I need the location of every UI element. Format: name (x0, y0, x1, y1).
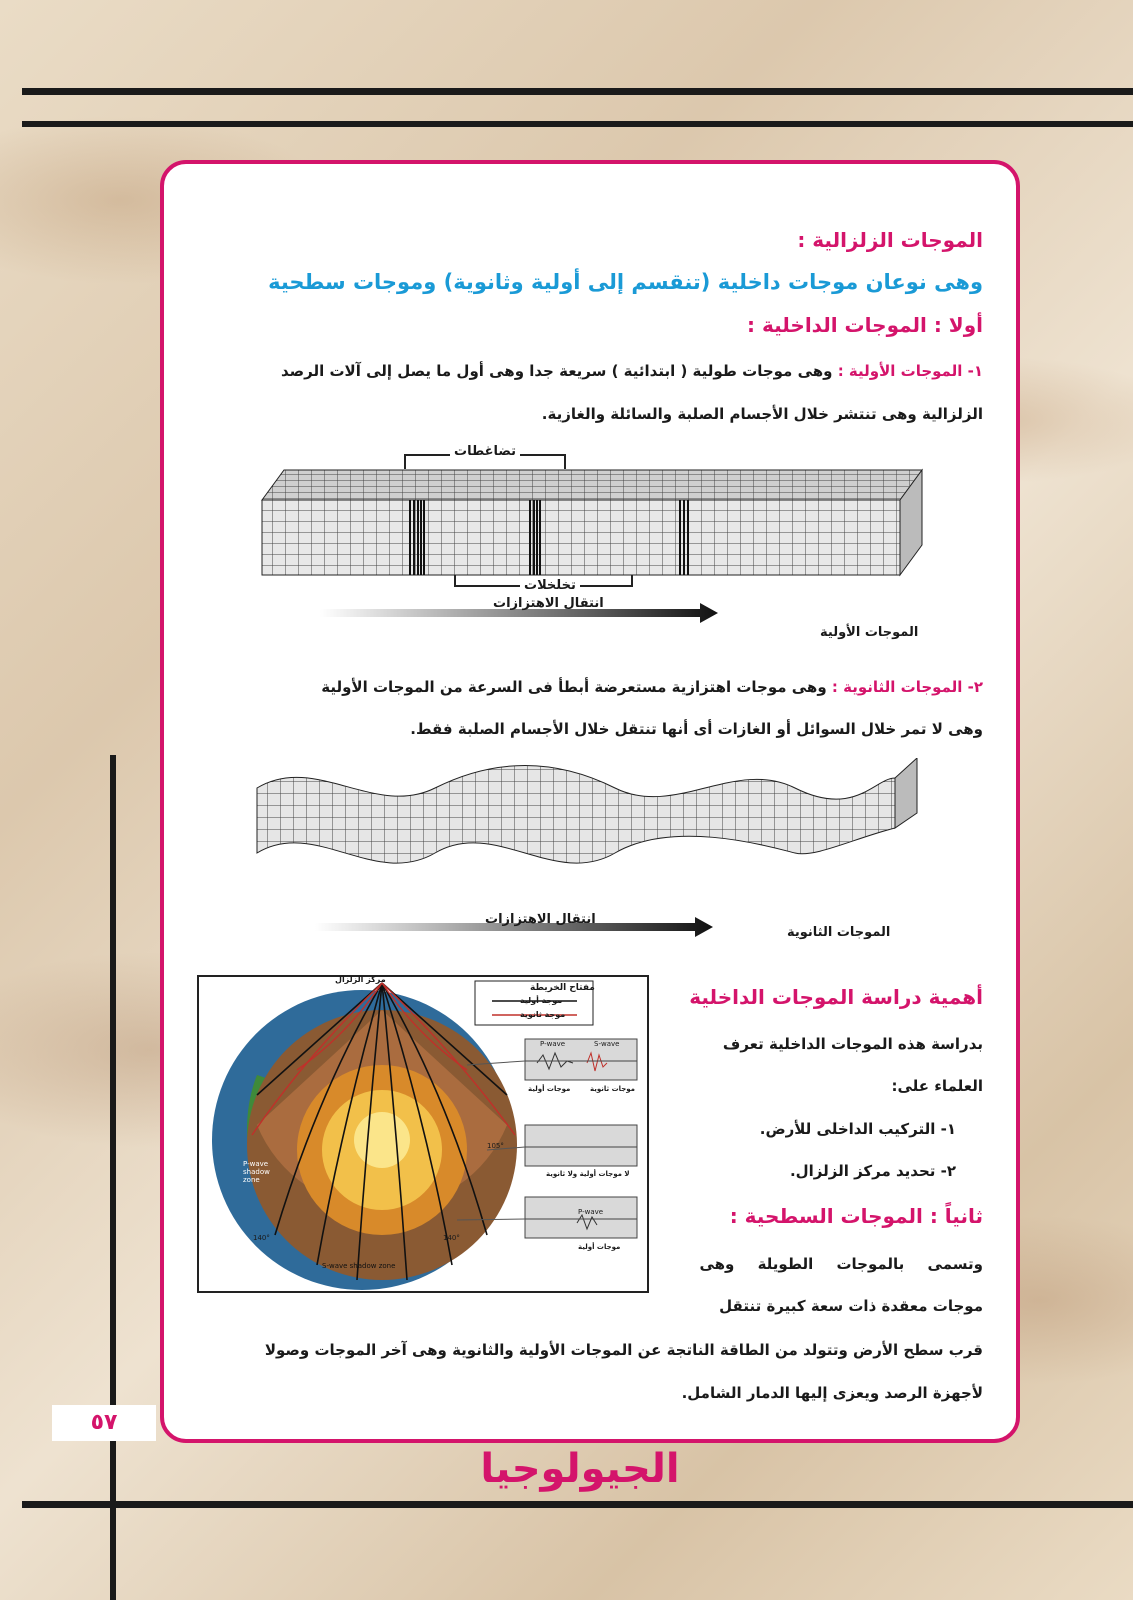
fig-secondary-caption: الموجات الثانوية (787, 925, 891, 940)
surface-line2: موجات معقدة ذات سعة كبيرة تنتقل (719, 1297, 983, 1315)
secondary-paragraph-line2: وهى لا تمر خلال السوائل أو الغازات أى أنها تنتقل خلال الأجسام الصلبة فقط. (410, 720, 983, 738)
surface-line1: وتسمى بالموجات الطويلة وهى (699, 1255, 983, 1273)
s-shadow-label: S-wave shadow zone (322, 1262, 396, 1270)
primary-wave-diagram (260, 445, 950, 645)
fig-primary-caption: الموجات الأولية (820, 625, 919, 640)
seismo-p-wave: P-wave (540, 1040, 566, 1048)
importance-item1: ١- التركيب الداخلى للأرض. (759, 1120, 956, 1138)
page-heading: الموجات الزلزالية : (797, 228, 983, 252)
surface-line4: لأجهزة الرصد ويعزى إليها الدمار الشامل. (681, 1384, 983, 1402)
fig-direction-label: انتقال الاهتزازات (493, 596, 604, 611)
page-number: ٥٧ (90, 1410, 118, 1435)
secondary-fig-direction-label: انتقال الاهتزازات (485, 912, 596, 927)
book-title: الجيولوجيا (480, 1446, 680, 1492)
key-secondary: موجة ثانوية (520, 1010, 566, 1019)
seismo3-p-wave: P-wave (578, 1208, 604, 1216)
seismo1-secondary: موجات ثانوية (590, 1085, 636, 1093)
importance-line1: بدراسة هذه الموجات الداخلية تعرف (722, 1035, 983, 1053)
seismo3-primary: موجات أولية (578, 1243, 621, 1251)
key-primary: موجة أولية (520, 996, 563, 1005)
seismo-s-wave: S-wave (594, 1040, 620, 1048)
secondary-text: وهى موجات اهتزازية مستعرضة أبطأ فى السرعة من الموجات الأولية (321, 678, 827, 696)
primary-text: وهى موجات طولية ( ابتدائية ) سريعة جدا وهى أول ما يصل إلى آلات الرصد (281, 362, 833, 380)
importance-title: أهمية دراسة الموجات الداخلية (689, 985, 983, 1009)
surface-line3: قرب سطح الأرض وتتولد من الطاقة الناتجة عن الموجات الأولية والثانوية وهى آخر الموجات وصولا (264, 1341, 983, 1359)
fig-compressions-label: تضاغطات (450, 444, 520, 459)
sub-heading: وهى نوعان موجات داخلية (تنقسم إلى أولية وثانوية) وموجات سطحية (268, 270, 983, 294)
angle-140-right: 140° (443, 1234, 460, 1242)
angle-105: 105° (487, 1142, 504, 1150)
seismo1-primary: موجات أولية (528, 1085, 571, 1093)
key-title: مفتاح الخريطة (530, 983, 595, 993)
primary-paragraph-line1 (281, 362, 983, 380)
importance-item2: ٢- تحديد مركز الزلزال. (789, 1162, 956, 1180)
primary-label: ١- الموجات الأولية : (837, 362, 983, 380)
top-rule-2 (22, 121, 1133, 127)
importance-line2: العلماء على: (891, 1077, 983, 1095)
secondary-paragraph-line1 (321, 678, 983, 696)
left-vertical-rule (110, 755, 116, 1600)
primary-paragraph-line2: الزلزالية وهى تنتشر خلال الأجسام الصلبة والسائلة والغازية. (541, 405, 983, 423)
secondary-label: ٢- الموجات الثانوية : (831, 678, 983, 696)
section1-title: أولا : الموجات الداخلية : (746, 313, 983, 337)
secondary-wave-diagram (255, 758, 945, 948)
epicenter-label: مركز الزلزال (335, 975, 386, 984)
surface-title: ثانياً : الموجات السطحية : (729, 1204, 983, 1228)
angle-140-left: 140° (253, 1234, 270, 1242)
fig-rarefactions-label: تخلخلات (520, 578, 580, 593)
seismo2-none: لا موجات أولية ولا ثانوية (546, 1170, 630, 1178)
bottom-rule (22, 1501, 1133, 1508)
top-rule-1 (22, 88, 1133, 95)
p-shadow-label: P-wave shadow zone (243, 1160, 270, 1184)
